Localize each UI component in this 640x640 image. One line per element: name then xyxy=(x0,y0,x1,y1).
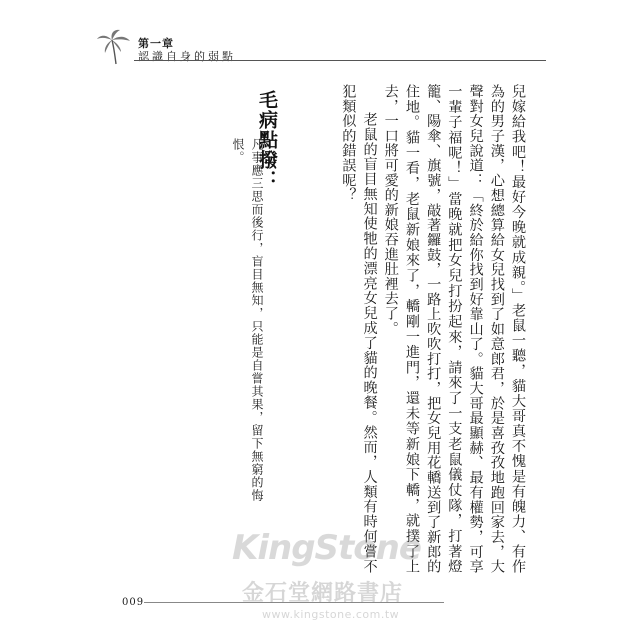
chapter-title: 認識自身的弱點 xyxy=(138,50,236,63)
watermark-logo: KingStone xyxy=(232,528,421,568)
watermark-name: 金石堂網路書店 xyxy=(242,580,404,606)
tip-note xyxy=(226,138,266,518)
chapter-label: 第一章 xyxy=(138,37,174,50)
main-text xyxy=(258,84,528,574)
watermark-url: www.kingstone.com.tw xyxy=(262,608,400,621)
header-divider xyxy=(134,60,546,61)
palm-tree-icon xyxy=(96,28,136,66)
tip-note-text: 凡事應三思而後行，盲目無知，只能是自嘗其果，留下無窮的悔恨。 xyxy=(231,138,264,502)
tip-heading: 毛病點撥： xyxy=(256,90,278,190)
moral-paragraph: 老鼠的盲目無知使牠的漂亮女兒成了貓的晚餐。然而，人類有時何嘗不犯類似的錯誤呢？ xyxy=(340,84,378,574)
page-number: 009 xyxy=(122,597,145,608)
footer-divider xyxy=(144,602,444,603)
story-paragraph: 兒嫁給我吧！最好今晚就成親。」老鼠一聽，貓大哥真不愧是有魄力、有作為的男子漢，心想總算給女兒找到了如意郎君，於是喜孜孜地跑回家去，大聲對女兒說道：「終於給你找到好靠山了。貓大哥最顯赫、最有權勢，可享一輩子福呢！」當晚就把女兒打扮起來，請來了一支老鼠儀仗隊，打著燈籠、陽傘、旗號，敲著鑼鼓，一路上吹吹打打，把女兒用花轎送到了新郎的住地。貓一看，老鼠新娘來了，轎剛一進門，還未等新娘下轎，就撲了上去，一口將可愛的新娘吞進肚裡去了。 xyxy=(382,84,526,574)
book-page xyxy=(96,20,546,620)
